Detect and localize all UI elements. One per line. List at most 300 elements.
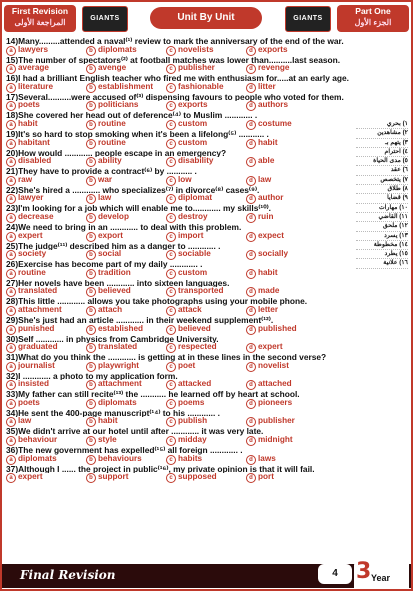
- question-number: 34): [6, 408, 19, 418]
- option-letter-circle: b: [86, 287, 96, 297]
- answer-option[interactable]: [166, 306, 246, 316]
- answer-option[interactable]: [6, 139, 86, 149]
- answer-options: [6, 120, 411, 130]
- option-letter-circle: a: [6, 399, 16, 409]
- answer-option[interactable]: [86, 380, 166, 390]
- question-sentence: Many.........attended a naval⁽¹⁾ review to mark the anniversary of the end of the war.: [18, 37, 344, 46]
- answer-option[interactable]: [166, 269, 246, 279]
- answer-option[interactable]: [246, 287, 326, 297]
- option-text: laws: [258, 454, 276, 463]
- option-letter-circle: d: [246, 83, 256, 93]
- option-letter-circle: c: [166, 176, 176, 186]
- answer-option[interactable]: [6, 157, 86, 167]
- option-letter-circle: c: [166, 287, 176, 297]
- option-text: habits: [178, 454, 203, 463]
- option-letter-circle: a: [6, 194, 16, 204]
- option-text: custom: [178, 119, 208, 128]
- option-text: lawyer: [18, 194, 44, 203]
- answer-option[interactable]: [166, 325, 246, 335]
- glossary-item: ١٤) مخطوطة: [356, 241, 408, 250]
- option-letter-circle: b: [86, 83, 96, 93]
- answer-option[interactable]: [86, 250, 166, 260]
- glossary-item: ٣) يتهم بـ: [356, 139, 408, 148]
- footer: [2, 560, 411, 591]
- answer-option[interactable]: [246, 232, 326, 242]
- answer-option[interactable]: [246, 139, 326, 149]
- option-text: diplomats: [98, 398, 137, 407]
- option-letter-circle: c: [166, 120, 176, 130]
- unit-by-unit-title: Unit By Unit: [150, 7, 262, 29]
- option-letter-circle: a: [6, 380, 16, 390]
- option-text: average: [18, 64, 49, 73]
- option-letter-circle: b: [86, 362, 96, 372]
- answer-options: [6, 417, 411, 427]
- answer-option[interactable]: [166, 213, 246, 223]
- answer-option[interactable]: [6, 380, 86, 390]
- option-text: journalist: [18, 361, 55, 370]
- answer-option[interactable]: [6, 120, 86, 130]
- option-text: raw: [18, 175, 33, 184]
- answer-option[interactable]: [166, 343, 246, 353]
- answer-options: [6, 399, 411, 409]
- option-text: attachment: [18, 305, 62, 314]
- answer-option[interactable]: [6, 455, 86, 465]
- answer-options: [6, 287, 411, 297]
- answer-option[interactable]: [86, 176, 166, 186]
- option-text: made: [258, 287, 280, 296]
- answer-option[interactable]: [6, 83, 86, 93]
- answer-option[interactable]: [86, 436, 166, 446]
- option-letter-circle: c: [166, 139, 176, 149]
- answer-option[interactable]: [86, 194, 166, 204]
- option-text: disabled: [18, 157, 52, 166]
- option-text: expert: [258, 343, 283, 352]
- answer-option[interactable]: [166, 101, 246, 111]
- answer-option[interactable]: [246, 325, 326, 335]
- answer-option[interactable]: [166, 139, 246, 149]
- answer-option[interactable]: [6, 269, 86, 279]
- option-letter-circle: c: [166, 306, 176, 316]
- option-text: respected: [178, 343, 217, 352]
- question-sentence: We need to bring in an ............ to deal with this problem.: [18, 222, 242, 232]
- option-letter-circle: d: [246, 64, 256, 74]
- answer-options: [6, 250, 411, 260]
- option-letter-circle: a: [6, 306, 16, 316]
- answer-option[interactable]: [86, 343, 166, 353]
- glossary-item: ٩) قضايا: [356, 194, 408, 203]
- option-letter-circle: a: [6, 269, 16, 279]
- answer-option[interactable]: [246, 64, 326, 74]
- option-text: expect: [258, 231, 284, 240]
- option-text: establishment: [98, 82, 154, 91]
- answer-options: [6, 194, 411, 204]
- question-sentence: How would ............ people escape in an emergency?: [18, 148, 227, 158]
- question-number: 16): [6, 74, 19, 83]
- answer-options: [6, 436, 411, 446]
- answer-option[interactable]: [6, 194, 86, 204]
- part-one-arabic: الجزء الأول: [354, 18, 392, 27]
- answer-option[interactable]: [6, 417, 86, 427]
- answer-option[interactable]: [246, 343, 326, 353]
- option-letter-circle: d: [246, 287, 256, 297]
- answer-option[interactable]: [86, 120, 166, 130]
- option-text: diplomat: [178, 194, 213, 203]
- glossary-item: ٨) طلاق: [356, 185, 408, 194]
- option-text: believed: [98, 287, 131, 296]
- glossary-item: ٢) مشاهدين: [356, 129, 408, 138]
- option-letter-circle: d: [246, 250, 256, 260]
- answer-option[interactable]: [246, 380, 326, 390]
- option-text: attack: [178, 305, 202, 314]
- option-letter-circle: d: [246, 399, 256, 409]
- answer-option[interactable]: [6, 473, 86, 483]
- option-letter-circle: a: [6, 417, 16, 427]
- option-letter-circle: d: [246, 176, 256, 186]
- option-letter-circle: b: [86, 250, 96, 260]
- answer-option[interactable]: [86, 306, 166, 316]
- answer-option[interactable]: [246, 157, 326, 167]
- answer-option[interactable]: [86, 269, 166, 279]
- answer-options: [6, 176, 411, 186]
- option-text: habit: [18, 119, 38, 128]
- answer-option[interactable]: [6, 176, 86, 186]
- answer-option[interactable]: [6, 213, 86, 223]
- option-text: author: [258, 194, 284, 203]
- answer-option[interactable]: [246, 473, 326, 483]
- answer-options: [6, 64, 411, 74]
- first-revision-label: First Revision: [11, 6, 69, 16]
- option-letter-circle: b: [86, 436, 96, 446]
- answer-option[interactable]: [86, 473, 166, 483]
- option-text: fashionable: [178, 82, 224, 91]
- option-text: law: [258, 175, 272, 184]
- option-text: expert: [18, 231, 43, 240]
- answer-option[interactable]: [86, 399, 166, 409]
- option-letter-circle: d: [246, 417, 256, 427]
- option-text: habit: [98, 417, 118, 426]
- option-letter-circle: a: [6, 101, 16, 111]
- option-letter-circle: a: [6, 46, 16, 56]
- option-letter-circle: c: [166, 250, 176, 260]
- first-revision-arabic: المراجعة الأولى: [14, 18, 66, 27]
- option-letter-circle: d: [246, 380, 256, 390]
- question-text: [6, 130, 411, 139]
- answer-option[interactable]: [246, 362, 326, 372]
- answer-option[interactable]: [166, 194, 246, 204]
- glossary-item: ٧) يتخصص: [356, 176, 408, 185]
- option-letter-circle: d: [246, 306, 256, 316]
- option-text: poet: [178, 361, 196, 370]
- answer-option[interactable]: [86, 213, 166, 223]
- question-number: 18): [6, 111, 19, 120]
- question-sentence: She's just had an article ............ in their weekend supplement⁽¹²⁾.: [18, 315, 274, 325]
- answer-option[interactable]: [86, 83, 166, 93]
- option-letter-circle: c: [166, 269, 176, 279]
- answer-option[interactable]: [86, 64, 166, 74]
- answer-option[interactable]: [246, 83, 326, 93]
- option-text: playwright: [98, 361, 139, 370]
- first-revision-tag: [4, 5, 76, 32]
- option-text: habitant: [18, 138, 50, 147]
- option-text: insisted: [18, 380, 49, 389]
- option-letter-circle: d: [246, 269, 256, 279]
- option-letter-circle: b: [86, 213, 96, 223]
- answer-option[interactable]: [246, 455, 326, 465]
- option-letter-circle: b: [86, 101, 96, 111]
- glossary-item: ١٥) يطرد: [356, 250, 408, 259]
- question-text: [6, 409, 411, 418]
- option-text: war: [98, 175, 113, 184]
- question-sentence: What do you think the ............ is getting at in these lines in the second verse?: [18, 353, 327, 362]
- option-text: disability: [178, 157, 214, 166]
- question-number: 19): [6, 129, 19, 139]
- answer-option[interactable]: [166, 120, 246, 130]
- option-text: avenge: [98, 64, 127, 73]
- option-text: society: [18, 250, 47, 259]
- option-text: supposed: [178, 473, 217, 482]
- answer-option[interactable]: [166, 417, 246, 427]
- question-sentence: The judge⁽¹¹⁾ described him as a danger to ............ .: [18, 241, 221, 251]
- page-number: 4: [318, 564, 352, 584]
- answer-option[interactable]: [166, 64, 246, 74]
- option-text: translated: [18, 287, 58, 296]
- question-number: 22): [6, 185, 19, 195]
- answer-option[interactable]: [166, 287, 246, 297]
- option-text: custom: [178, 138, 208, 147]
- answer-option[interactable]: [166, 362, 246, 372]
- question-text: [6, 297, 411, 306]
- option-letter-circle: b: [86, 194, 96, 204]
- answer-option[interactable]: [166, 83, 246, 93]
- option-text: able: [258, 157, 275, 166]
- option-letter-circle: b: [86, 176, 96, 186]
- answer-option[interactable]: [246, 436, 326, 446]
- answer-option[interactable]: [166, 46, 246, 56]
- answer-option[interactable]: [6, 101, 86, 111]
- answer-options: [6, 157, 411, 167]
- answer-option[interactable]: [86, 417, 166, 427]
- question-number: 36): [6, 446, 19, 455]
- answer-option[interactable]: [6, 436, 86, 446]
- option-letter-circle: d: [246, 101, 256, 111]
- answer-option[interactable]: [86, 101, 166, 111]
- answer-option[interactable]: [6, 250, 86, 260]
- option-text: law: [18, 417, 32, 426]
- question-number: 23): [6, 204, 19, 213]
- option-text: ability: [98, 157, 122, 166]
- answer-option[interactable]: [246, 269, 326, 279]
- question-text: [6, 37, 411, 46]
- option-letter-circle: c: [166, 213, 176, 223]
- question-sentence: My father can still recite⁽¹³⁾ the ........... he learned off by heart at school.: [18, 390, 300, 399]
- question-number: 31): [6, 353, 19, 362]
- answer-option[interactable]: [86, 46, 166, 56]
- option-letter-circle: a: [6, 139, 16, 149]
- option-letter-circle: c: [166, 232, 176, 242]
- question-text: [6, 316, 411, 325]
- answer-option[interactable]: [246, 194, 326, 204]
- question-text: [6, 93, 411, 102]
- answer-option[interactable]: [86, 287, 166, 297]
- question-sentence: This little ............ allows you take photographs using your mobile phone.: [18, 297, 308, 306]
- answer-options: [6, 139, 411, 149]
- question-number: 17): [6, 92, 19, 102]
- question-text: [6, 223, 411, 232]
- option-text: port: [258, 473, 274, 482]
- answer-option[interactable]: [246, 417, 326, 427]
- part-one-label: Part One: [355, 6, 391, 16]
- option-letter-circle: c: [166, 325, 176, 335]
- glossary-item: ١٣) يسرد: [356, 232, 408, 241]
- option-text: midnight: [258, 436, 293, 445]
- option-letter-circle: a: [6, 176, 16, 186]
- option-text: attached: [258, 380, 292, 389]
- option-text: translated: [98, 343, 138, 352]
- option-text: believed: [178, 324, 211, 333]
- option-letter-circle: d: [246, 46, 256, 56]
- option-letter-circle: c: [166, 473, 176, 483]
- answer-option[interactable]: [166, 380, 246, 390]
- option-text: support: [98, 473, 129, 482]
- option-letter-circle: c: [166, 455, 176, 465]
- option-text: attachment: [98, 380, 142, 389]
- answer-option[interactable]: [166, 399, 246, 409]
- option-text: attacked: [178, 380, 212, 389]
- answer-option[interactable]: [6, 343, 86, 353]
- option-letter-circle: a: [6, 343, 16, 353]
- answer-option[interactable]: [86, 232, 166, 242]
- option-letter-circle: a: [6, 473, 16, 483]
- question-number: 33): [6, 390, 19, 399]
- answer-option[interactable]: [246, 176, 326, 186]
- option-text: attach: [98, 305, 123, 314]
- option-text: behaviours: [98, 454, 142, 463]
- answer-option[interactable]: [6, 287, 86, 297]
- option-letter-circle: c: [166, 436, 176, 446]
- option-text: destroy: [178, 212, 208, 221]
- answer-option[interactable]: [86, 157, 166, 167]
- option-letter-circle: a: [6, 232, 16, 242]
- answer-option[interactable]: [6, 362, 86, 372]
- answer-options: [6, 46, 411, 56]
- glossary-item: ١٢) ملحق: [356, 222, 408, 231]
- answer-option[interactable]: [6, 64, 86, 74]
- question-number: 26): [6, 260, 19, 269]
- answer-option[interactable]: [166, 455, 246, 465]
- answer-options: [6, 455, 411, 465]
- option-text: socially: [258, 250, 289, 259]
- answer-option[interactable]: [86, 325, 166, 335]
- question-sentence: Her novels have been ............ into sixteen languages.: [18, 278, 230, 288]
- answer-options: [6, 380, 411, 390]
- option-letter-circle: c: [166, 399, 176, 409]
- option-text: punished: [18, 324, 55, 333]
- answer-option[interactable]: [246, 306, 326, 316]
- option-letter-circle: b: [86, 399, 96, 409]
- option-letter-circle: a: [6, 120, 16, 130]
- question-text: [6, 111, 411, 120]
- answer-option[interactable]: [246, 120, 326, 130]
- question-text: [6, 390, 411, 399]
- question-sentence: She covered her head out of deference⁽⁴⁾ to Muslim ............ .: [18, 111, 258, 120]
- question-text: [6, 204, 411, 213]
- answer-option[interactable]: [86, 362, 166, 372]
- year-word: Year: [371, 573, 391, 583]
- question-number: 27): [6, 278, 19, 288]
- option-text: novelists: [178, 45, 214, 54]
- answer-option[interactable]: [166, 250, 246, 260]
- answer-option[interactable]: [166, 232, 246, 242]
- answer-option[interactable]: [166, 473, 246, 483]
- answer-option[interactable]: [86, 139, 166, 149]
- answer-option[interactable]: [6, 306, 86, 316]
- question-number: 28): [6, 297, 19, 306]
- question-number: 21): [6, 167, 19, 176]
- option-letter-circle: d: [246, 455, 256, 465]
- question-sentence: I'm looking for a job which will enable me to............ my skills⁽¹⁰⁾.: [18, 204, 271, 213]
- option-letter-circle: d: [246, 473, 256, 483]
- glossary-item: ١١) القاضي: [356, 213, 408, 222]
- question-sentence: He sent the 400-page manuscript⁽¹⁴⁾ to his ............ .: [18, 408, 220, 418]
- option-letter-circle: d: [246, 362, 256, 372]
- final-revision-label: Final Revision: [20, 568, 116, 582]
- answer-option[interactable]: [6, 399, 86, 409]
- answer-options: [6, 473, 411, 483]
- question-text: [6, 279, 411, 288]
- option-letter-circle: a: [6, 436, 16, 446]
- answer-options: [6, 343, 411, 353]
- answer-option[interactable]: [6, 325, 86, 335]
- option-letter-circle: c: [166, 194, 176, 204]
- option-text: sociable: [178, 250, 211, 259]
- option-letter-circle: a: [6, 287, 16, 297]
- answer-option[interactable]: [166, 157, 246, 167]
- question-number: 29): [6, 315, 19, 325]
- option-text: diplomats: [18, 454, 57, 463]
- answer-option[interactable]: [246, 213, 326, 223]
- option-letter-circle: d: [246, 194, 256, 204]
- option-letter-circle: b: [86, 343, 96, 353]
- answer-options: [6, 306, 411, 316]
- option-text: published: [258, 324, 297, 333]
- answer-option[interactable]: [166, 176, 246, 186]
- answer-option[interactable]: [166, 436, 246, 446]
- glossary-item: ١٠) مهارات: [356, 204, 408, 213]
- answer-option[interactable]: [6, 232, 86, 242]
- question-list: [6, 37, 411, 483]
- question-sentence: It's so hard to stop smoking when it's been a lifelong⁽⁵⁾ ........... .: [18, 129, 269, 139]
- question-number: 25): [6, 241, 19, 251]
- answer-option[interactable]: [246, 250, 326, 260]
- answer-option[interactable]: [246, 101, 326, 111]
- answer-option[interactable]: [246, 46, 326, 56]
- answer-option[interactable]: [6, 46, 86, 56]
- option-letter-circle: c: [166, 380, 176, 390]
- option-text: routine: [98, 119, 126, 128]
- option-text: midday: [178, 436, 207, 445]
- option-letter-circle: c: [166, 83, 176, 93]
- answer-options: [6, 101, 411, 111]
- option-text: export: [98, 231, 124, 240]
- question-text: [6, 56, 411, 65]
- option-text: established: [98, 324, 144, 333]
- option-letter-circle: a: [6, 157, 16, 167]
- answer-option[interactable]: [246, 399, 326, 409]
- answer-option[interactable]: [86, 455, 166, 465]
- option-letter-circle: d: [246, 157, 256, 167]
- option-letter-circle: b: [86, 232, 96, 242]
- question-sentence: Exercise has become part of my daily ............ .: [18, 260, 203, 269]
